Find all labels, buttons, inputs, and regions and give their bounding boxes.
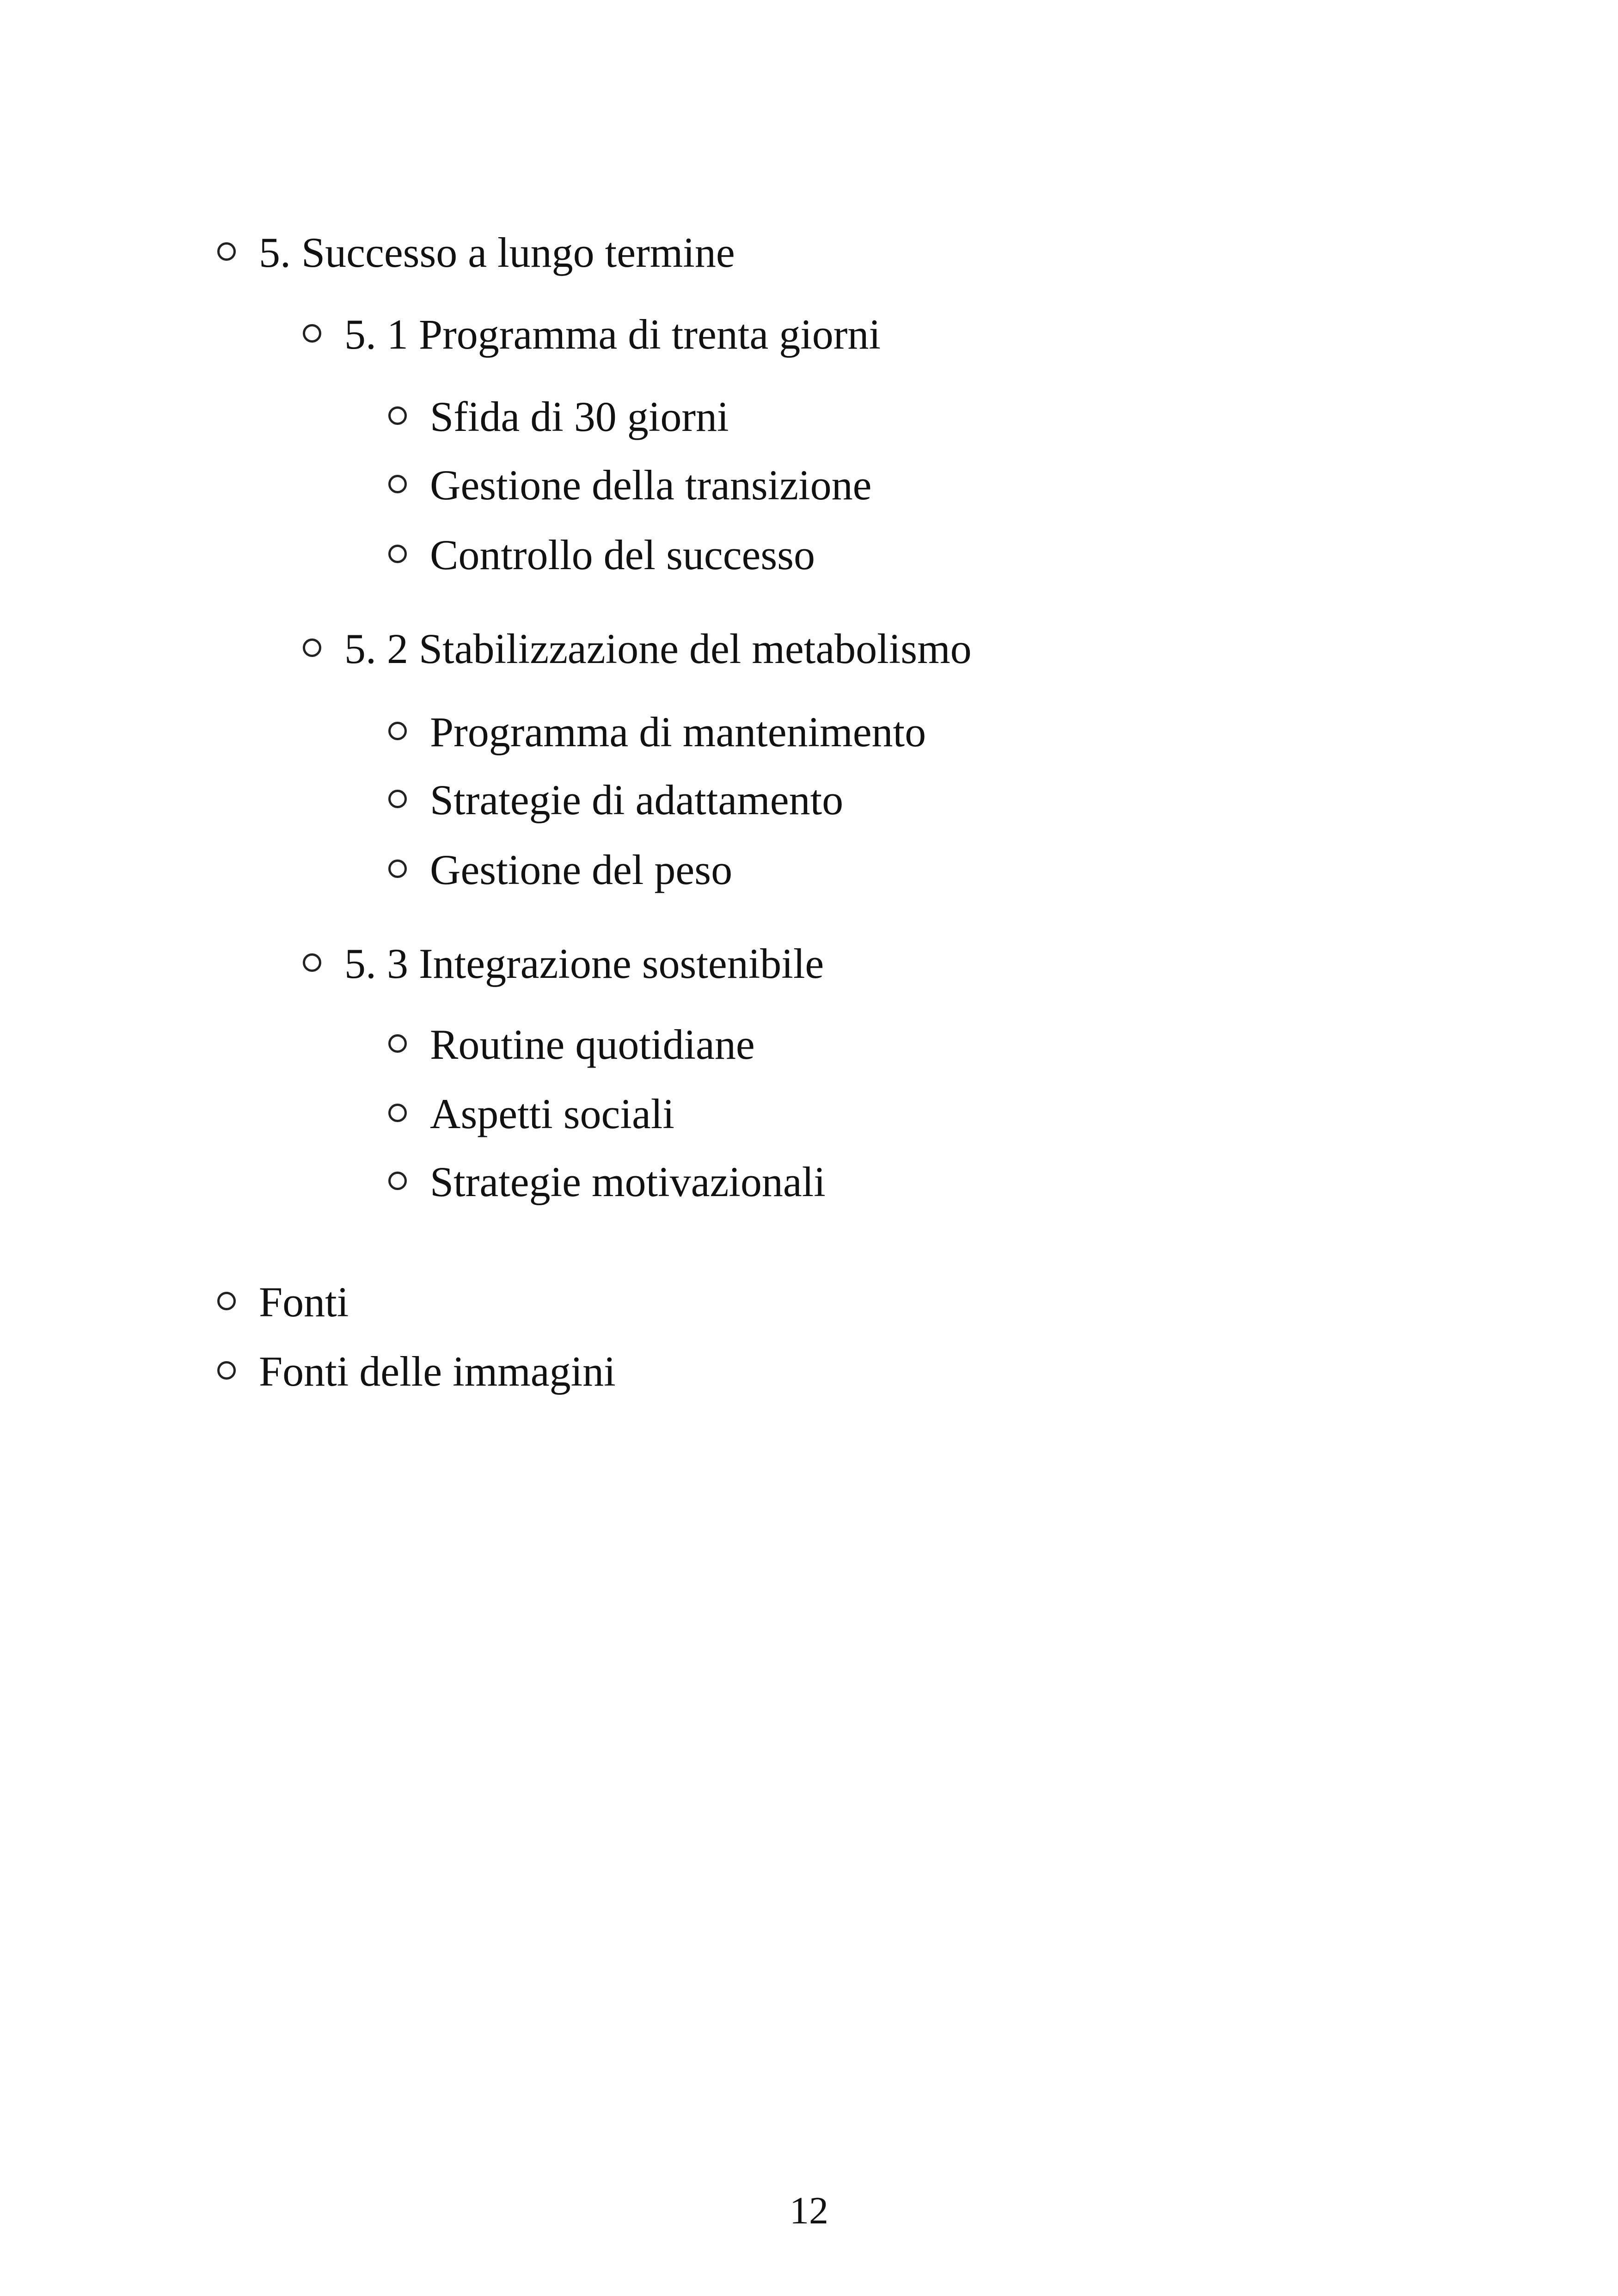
circle-bullet-icon [217, 242, 236, 261]
toc-entry-subsection [303, 625, 972, 672]
circle-bullet-icon [303, 953, 321, 972]
circle-bullet-icon [388, 1034, 407, 1053]
toc-entry-section [217, 1278, 349, 1326]
circle-bullet-icon [217, 1361, 236, 1380]
circle-bullet-icon [303, 638, 321, 657]
toc-entry-label: Gestione della transizione [430, 461, 872, 509]
toc-entry-item [388, 1021, 755, 1068]
toc-entry-label: 5. 2 Stabilizzazione del metabolismo [344, 625, 972, 672]
toc-entry-item [388, 776, 844, 823]
toc-entry-subsection [303, 311, 881, 358]
toc-entry-item [388, 393, 729, 440]
toc-entry-item [388, 846, 733, 893]
toc-entry-label: Strategie di adattamento [430, 776, 844, 823]
toc-entry-section [217, 1348, 616, 1395]
toc-entry-label: Fonti [259, 1278, 349, 1326]
toc-entry-subsection [303, 940, 824, 987]
toc-entry-section [217, 229, 735, 276]
toc-entry-item [388, 1158, 826, 1205]
toc-entry-label: Controllo del successo [430, 531, 815, 578]
toc-entry-label: Strategie motivazionali [430, 1158, 826, 1205]
circle-bullet-icon [388, 406, 407, 425]
circle-bullet-icon [388, 1172, 407, 1190]
toc-entry-label: 5. 3 Integrazione sostenibile [344, 940, 824, 987]
page-number: 12 [790, 2189, 828, 2232]
toc-entry-label: Routine quotidiane [430, 1021, 755, 1068]
toc-entry-label: 5. Successo a lungo termine [259, 229, 735, 276]
circle-bullet-icon [388, 475, 407, 493]
toc-entry-label: Sfida di 30 giorni [430, 393, 729, 440]
toc-entry-label: Programma di mantenimento [430, 708, 926, 755]
circle-bullet-icon [388, 790, 407, 808]
toc-entry-item [388, 1090, 674, 1137]
circle-bullet-icon [388, 545, 407, 563]
circle-bullet-icon [303, 324, 321, 343]
circle-bullet-icon [388, 1104, 407, 1122]
circle-bullet-icon [388, 859, 407, 878]
toc-entry-item [388, 531, 815, 578]
toc-entry-label: Gestione del peso [430, 846, 733, 893]
toc-entry-item [388, 708, 926, 755]
toc-entry-label: Aspetti sociali [430, 1090, 674, 1137]
toc-entry-label: 5. 1 Programma di trenta giorni [344, 311, 881, 358]
circle-bullet-icon [388, 722, 407, 740]
circle-bullet-icon [217, 1292, 236, 1310]
toc-entry-label: Fonti delle immagini [259, 1348, 616, 1395]
toc-entry-item [388, 461, 872, 509]
